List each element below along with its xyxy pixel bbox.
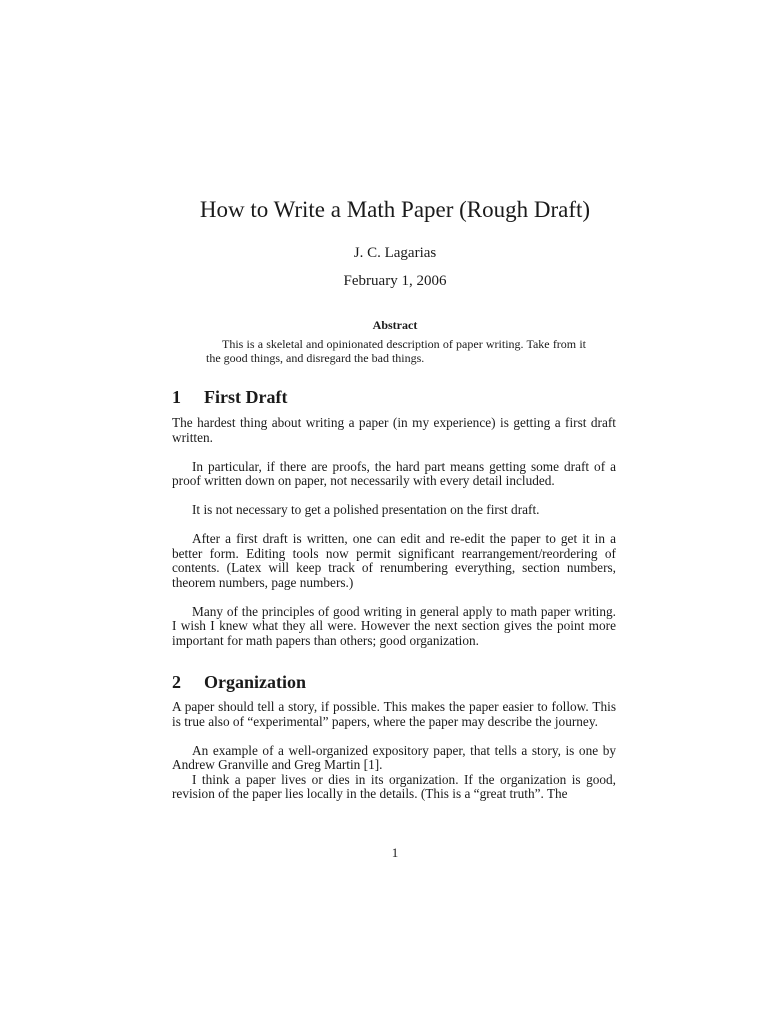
paragraph: I think a paper lives or dies in its organization. If the organization is good, revision of the paper lies locally in the details. (This is a “great truth”. The	[172, 771, 616, 801]
paragraph: After a first draft is written, one can edit and re-edit the paper to get it in a better form. Editing tools now permit significant rearrangement/reordering of contents. (Latex will keep track of renumbering everything, section numbers, theorem numbers, page numbers.)	[172, 531, 616, 590]
paper-date: February 1, 2006	[343, 273, 447, 289]
section-heading-organization	[172, 671, 306, 693]
page-number: 1	[391, 845, 399, 860]
section-title: Organization	[204, 672, 306, 692]
paragraph: Many of the principles of good writing in general apply to math paper writing. I wish I knew what they all were. However the next section gives the point more important for math papers than others; good organization.	[172, 603, 616, 648]
section-body-first-draft	[172, 416, 616, 648]
paragraph: It is not necessary to get a polished presentation on the first draft.	[192, 502, 540, 517]
section-title: First Draft	[204, 387, 288, 407]
paragraph: An example of a well-organized expository paper, that tells a story, is one by Andrew Granville and Greg Martin [1].	[172, 742, 616, 772]
section-number: 2	[172, 672, 181, 692]
paragraph: The hardest thing about writing a paper (in my experience) is getting a first draft written.	[172, 415, 616, 445]
paper-author: J. C. Lagarias	[353, 245, 437, 261]
paragraph: A paper should tell a story, if possible. This makes the paper easier to follow. This is true also of “experimental” papers, where the paper may describe the journey.	[172, 699, 616, 729]
section-body-organization	[172, 700, 616, 802]
abstract-text: This is a skeletal and opinionated description of paper writing. Take from it the good things, and disregard the bad things.	[206, 337, 586, 365]
paragraph: In particular, if there are proofs, the hard part means getting some draft of a proof written down on paper, not necessarily with every detail included.	[172, 458, 616, 488]
paper-title: How to Write a Math Paper (Rough Draft)	[199, 197, 591, 222]
abstract-heading: Abstract	[372, 318, 418, 332]
section-number: 1	[172, 387, 181, 407]
section-heading-first-draft	[172, 386, 287, 408]
